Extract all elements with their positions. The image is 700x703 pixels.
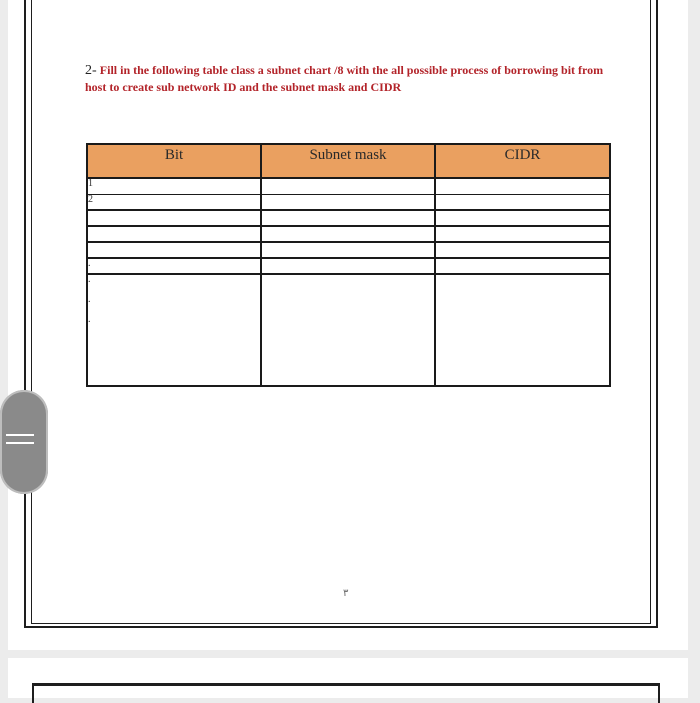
table-row [87,242,610,258]
question-text: Fill in the following table class a subnet chart /8 with the all possible process of borrowing bit from host to create sub network ID and the subnet mask and CIDR [85,63,604,94]
mask-cell[interactable] [261,274,435,386]
table-row [87,258,610,274]
continuation-dot: . [88,294,91,305]
header-bit: Bit [87,144,261,178]
grip-icon [6,434,34,446]
mask-cell[interactable] [261,226,435,242]
cidr-cell[interactable] [435,226,610,242]
continuation-dot: . [88,274,91,285]
table-row [87,226,610,242]
bit-cell[interactable] [87,210,261,226]
mask-cell[interactable] [261,242,435,258]
mask-cell[interactable] [261,178,435,194]
cidr-cell[interactable] [435,178,610,194]
mask-cell[interactable] [261,210,435,226]
scroll-handle[interactable] [0,390,48,494]
header-cidr: CIDR [435,144,610,178]
continuation-dots-cell[interactable] [87,274,261,386]
table-row [87,274,610,386]
bit-cell[interactable]: . [87,258,261,274]
page-number-mark: ٣ [343,588,349,599]
continuation-dot: . [88,314,91,325]
table-row [87,210,610,226]
table-row [87,178,610,194]
question-number: 2- [85,63,97,78]
header-subnet-mask: Subnet mask [261,144,435,178]
cidr-cell[interactable] [435,210,610,226]
subnet-table [86,143,611,387]
question-block [85,62,625,96]
mask-cell[interactable] [261,194,435,210]
cidr-cell[interactable] [435,242,610,258]
table-row [87,194,610,210]
mask-cell[interactable] [261,258,435,274]
next-page-border [32,683,660,703]
bit-cell[interactable]: 1 [87,178,261,194]
cidr-cell[interactable] [435,274,610,386]
bit-cell[interactable] [87,226,261,242]
bit-cell[interactable]: 2 [87,194,261,210]
table-header-row [87,144,610,178]
cidr-cell[interactable] [435,258,610,274]
bit-cell[interactable] [87,242,261,258]
cidr-cell[interactable] [435,194,610,210]
